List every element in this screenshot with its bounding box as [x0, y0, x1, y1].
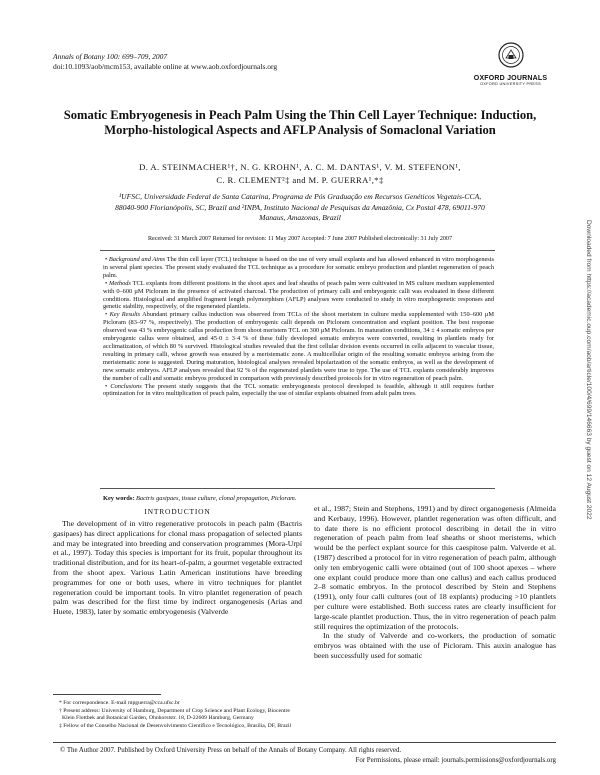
copyright-notice — [53, 742, 556, 766]
intro-paragraph-2: In the study of Valverde and co-workers, the production of somatic embryos was obtained with the use of Picloram. This auxin analogue has been successfully used for somatic — [314, 631, 556, 660]
oxford-crest-icon — [498, 42, 524, 68]
abstract — [103, 256, 494, 398]
footnotes — [53, 700, 302, 730]
article-dates: Received: 31 March 2007 Returned for revision: 11 May 2007 Accepted: 7 June 2007 Published electronically: 31 July 2007 — [147, 236, 453, 242]
copyright-permissions[interactable]: For Permissions, please email: journals.permissions@oxfordjournals.org — [355, 757, 556, 764]
footnote-rule — [53, 694, 161, 695]
download-watermark-text: Downloaded from https://academic.oup.com/aob/article/100/4/699/146663 by guest on 12 August 2022 — [585, 220, 592, 520]
journal-line-1: Annals of Botany 100: 699–709, 2007 — [53, 52, 168, 61]
footnote-correspondence: * For correspondence. E-mail mpguerra@cca.ufsc.br — [59, 700, 180, 706]
abstract-background: • Background and Aims The thin cell layer (TCL) technique is based on the use of very small explants and has allowed enhanced in vitro morphogenesis in several plant species. The present study evaluated the TCL technique as a procedure for somatic embryo production and plantlet regeneration of peach palm. — [103, 256, 495, 279]
abstract-background-label: Background and Aims — [108, 256, 166, 263]
affiliation-line-2: 88040-900 Florianópolis, SC, Brazil and ²INPA, Instituto Nacional de Pesquisas da Amazônia, Cx Postal 478, 69011-970 — [115, 202, 485, 212]
article-title: Somatic Embryogenesis in Peach Palm Using the Thin Cell Layer Technique: Induction, Morpho-histological Aspects and AFLP Analysis of Somaclonal Variation — [63, 108, 537, 137]
abstract-results: • Key Results Abundant primary callus induction was observed from TCLs of the shoot meristem in culture media supplemented with 150–600 µM Picloram (83–97 %, respectively). The production of embryogenic calli depends on Picloram concentration and explant position. The best response observed was 43 % embryogenic callus production from shoot meristem TCL on 300 µM Picloram. In maturation conditions, 34 ± 4 somatic embryos per embryogenic callus were obtained, and 45·0 ± 3·4 % of these fully developed somatic embryos were converted, resulting in plantlets ready for acclimatization, of which 80 % survived. Histological studies revealed that the first cellular division events occurred in cells adjacent to vascular tissue, resulting in primary calli, whose growth was ensured by a meristematic zone. A multicellular origin of the resulting somatic embryos arising from the meristematic zone is suggested. During maturation, histological analyses revealed bipolarization of the somatic embryos, as well as the development of new somatic embryos. AFLP analyses revealed that 92 % of the regenerated plantlets were true to type. The use of TCL explants considerably improves the number of calli and somatic embryos produced in comparison with previously described protocols for in vitro regeneration of peach palm. — [103, 311, 494, 382]
intro-paragraph-1: The development of in vitro regenerative protocols in peach palm (Bactris gasipaes) has direct applications for clonal mass propagation of selected plants and may be integrated into breeding and conservation programmes (Mora-Urpí et al., 1997). Today this species is important for its fruit, popular throughout its traditional distribution, and for its heart-of-palm, a gourmet vegetable extracted from the shoot apex. Various Latin American institutions have breeding programmes for one or both uses, where in vitro techniques for plantlet regeneration could be important tools. In vitro plantlet regeneration of peach palm was described for the first time by indirect organogenesis (Arias and Huete, 1983), later by somatic embryogenesis (Valverde — [53, 519, 302, 617]
left-column — [53, 519, 302, 617]
affiliation-line-1: ¹UFSC, Universidade Federal de Santa Catarina, Programa de Pós Graduação em Recursos Genéticos Vegetais-CCA, — [118, 192, 482, 201]
abstract-methods-label: Methods — [109, 279, 131, 287]
keywords — [103, 495, 494, 502]
keywords-label: Key words: — [103, 495, 135, 502]
author-line-1: D. A. STEINMACHER¹†, N. G. KROHN¹, A. C. M. DANTAS¹, V. M. STEFENON¹, — [139, 162, 461, 172]
section-heading-introduction: INTRODUCTION — [144, 507, 211, 516]
author-line-2: C. R. CLEMENT²‡ and M. P. GUERRA¹,*‡ — [216, 175, 384, 185]
journal-citation — [53, 52, 277, 72]
keywords-text: Bactris gasipaes, tissue culture, clonal propagation, Picloram. — [136, 495, 297, 502]
abstract-results-label: Key Results — [109, 311, 141, 319]
intro-paragraph-1-cont: et al., 1987; Stein and Stephens, 1991) and by direct organogenesis (Almeida and Kerbauy, 1996). However, plantlet regeneration was often difficult, and to date there is no efficient protocol describing in detail the in vitro regeneration of peach palm from leaf sheaths or shoot meristems, which would be the perfect explant source for this caespitose palm. Valverde et al. (1987) described a protocol for in vitro regeneration of peach palm, although only ten embryogenic calli were obtained (out of 100 shoot apexes – where one explant could produce more than one callus) and each callus produced 2–8 somatic embryos. In the protocol described by Stein and Stephens (1991), only four calli cultures (out of 18 explants) producing >10 plantlets per culture were established. Both success rates are clearly insufficient for large-scale plantlet production. Thus, the in vitro regeneration of peach palm still requires the optimization of the protocols. — [314, 504, 556, 631]
download-watermark — [585, 220, 597, 680]
publisher-logo — [463, 42, 558, 86]
copyright-line-1: © The Author 2007. Published by Oxford University Press on behalf of the Annals of Botany Company. All rights reserved. — [60, 747, 402, 754]
abstract-top-rule — [100, 250, 495, 251]
footnote-present-address: † Present address: University of Hamburg, Department of Crop Science and Plant Ecology, Biocentre Klein Flottbek and Botanical Garden, Ohnhorststr. 18, D-22609 Hamburg, Germany — [59, 707, 290, 722]
author-list — [60, 161, 540, 187]
abstract-conclusions-label: Conclusions — [110, 382, 142, 390]
right-column — [314, 504, 556, 661]
affiliations — [60, 192, 540, 224]
logo-name: OXFORD JOURNALS — [473, 75, 548, 82]
affiliation-line-3: Manaus, Amazonas, Brazil — [259, 213, 341, 222]
journal-doi-line[interactable]: doi:10.1093/aob/mcm153, available online at www.aob.oxfordjournals.org — [53, 62, 278, 71]
footnote-fellow: ‡ Fellow of the Conselho Nacional de Desenvolvimento Científico e Tecnológico, Brasília, DF, Brazil — [59, 722, 292, 729]
logo-subtitle: OXFORD UNIVERSITY PRESS — [480, 82, 541, 86]
abstract-methods: • Methods TCL explants from different positions in the shoot apex and leaf sheaths of peach palm were cultivated in MS culture medium supplemented with 0–600 µM Picloram in the presence of activated charcoal. The production of primary calli and embryogenic calli was evaluated in these different conditions. Histological and amplified fragment length polymorphism (AFLP) analyses were conducted to study in vitro morphogenetic responses and genetic stability, respectively, of the regenerated plantlets. — [103, 279, 494, 311]
abstract-conclusions: • Conclusions The present study suggests that the TCL somatic embryogenesis protocol developed is feasible, although it still requires further optimization for in vitro multiplication of peach palm, especially the use of similar explants obtained from adult palm trees. — [103, 382, 494, 398]
abstract-bottom-rule — [100, 488, 495, 489]
